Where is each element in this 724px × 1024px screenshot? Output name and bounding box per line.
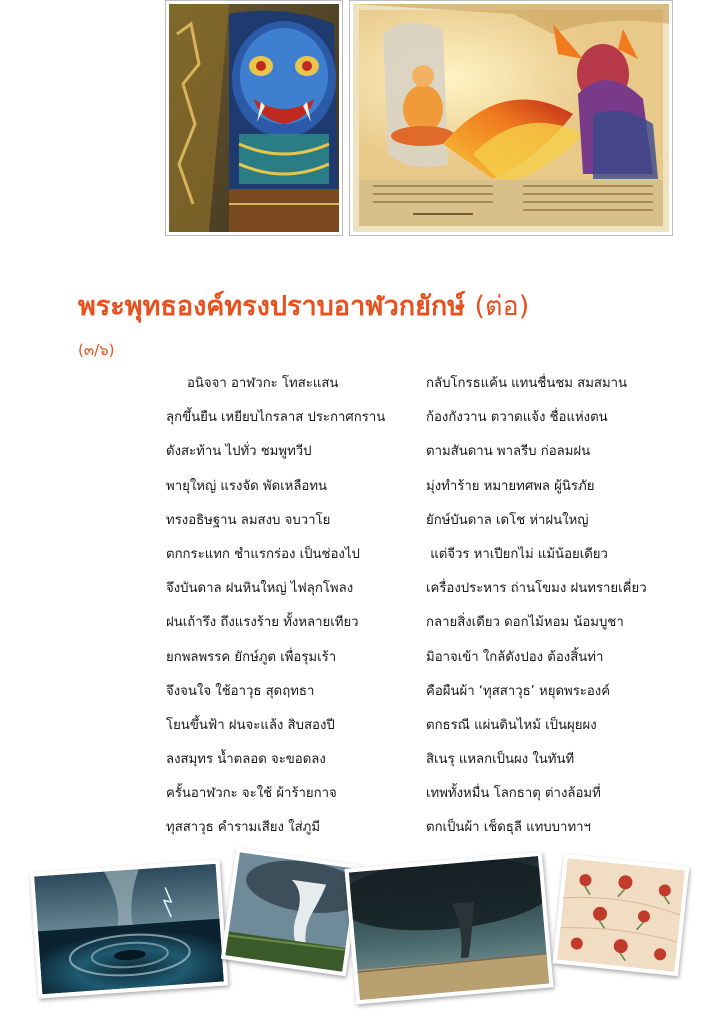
dark-storm-tornado-image	[349, 856, 549, 1000]
poem-row	[0, 543, 724, 577]
poem-row	[0, 440, 724, 474]
poem-row	[0, 646, 724, 680]
poem-row	[0, 816, 724, 850]
buddha-painting-photo	[349, 0, 673, 236]
poem-line-right: ตกธรณี แผ่นดินไหม้ เป็นผุยผง	[426, 717, 597, 733]
poem-line-left: โยนขึ้นฟ้า ฝนจะแล้ง สิบสองปี	[166, 717, 335, 733]
poem-line-left: จึงจนใจ ใช้อาวุธ สุดฤทธา	[166, 683, 315, 699]
poem-line-right: ตกเป็นผ้า เช็ดธุลี แทบบาทาฯ	[426, 820, 591, 836]
poem-line-right: ก้องกังวาน ตวาดแจ้ง ชื่อแห่งตน	[426, 410, 608, 426]
poem-row	[0, 680, 724, 714]
poem-line-right: แต่จีวร หาเปียกไม่ แม้น้อยเดียว	[426, 546, 608, 562]
buddha-painting-image	[353, 4, 669, 232]
poem-line-right: คือผืนผ้า ‘ทุสสาวุธ’ หยุดพระองค์	[426, 683, 611, 699]
title-main: พระพุทธองค์ทรงปราบอาฬวกยักษ์	[78, 291, 466, 322]
poem-row	[0, 782, 724, 816]
poem-line-left: ทรงอธิษฐาน ลมสงบ จบวาโย	[166, 512, 331, 528]
poem-line-left: ฝนเถ้ารึง ถึงแรงร้าย ทั้งหลายเทียว	[166, 615, 359, 631]
whirlpool-storm-image	[34, 864, 224, 994]
tornado-field-photo	[221, 848, 361, 976]
poem-row	[0, 714, 724, 748]
poem-line-left: ครั้นอาฬวกะ จะใช้ ผ้าร้ายกาจ	[166, 786, 337, 802]
whirlpool-storm-photo	[30, 860, 228, 999]
title-suffix: (ต่อ)	[474, 291, 530, 322]
poem-line-right: มุ่งทำร้าย หมายทศพล ผู้นิรภัย	[426, 478, 595, 494]
poem-line-right: มิอาจเข้า ใกล้ดังปอง ต้องสิ้นท่า	[426, 649, 604, 665]
poem-line-left: ลงสมุทร น้ำตลอด จะขอดลง	[166, 752, 326, 768]
poem-line-right: กลับโกรธแค้น แทนชื่นชม สมสมาน	[426, 376, 628, 391]
poem-row	[0, 748, 724, 782]
poem-line-left: พายุใหญ่ แรงจัด พัดเหลือทน	[166, 478, 328, 494]
poem-line-left: อนิจจา อาฬวกะ โทสะแสน	[166, 376, 339, 391]
tornado-field-image	[225, 852, 356, 971]
poem-line-right: ยักษ์บันดาล เดโช ห่าฝนใหญ่	[426, 512, 589, 528]
poem-line-left: ดังสะท้าน ไปทั่ว ชมพูทวีป	[166, 444, 312, 460]
poem	[0, 372, 724, 851]
poem-line-left: ลุกขึ้นยืน เหยียบไกรลาส ประกาศกราน	[166, 410, 386, 426]
poem-row	[0, 406, 724, 440]
poem-row	[0, 509, 724, 543]
poem-line-right: เครื่องประหาร ถ่านโขมง ฝนทรายเคี่ยว	[426, 581, 647, 597]
poem-line-left: ทุสสาวุธ คำรามเสียง ใส่ภูมี	[166, 820, 321, 836]
poem-line-left: ยกพลพรรค ยักษ์ภูต เพื่อรุมเร้า	[166, 649, 337, 665]
page-subtitle: (๓/๖)	[78, 341, 115, 359]
poem-row	[0, 577, 724, 611]
poem-row	[0, 372, 724, 406]
yaksha-mural-image	[169, 4, 339, 232]
floral-fabric-image	[557, 858, 685, 972]
poem-row	[0, 611, 724, 645]
poem-row	[0, 475, 724, 509]
floral-fabric-photo	[553, 854, 690, 977]
poem-line-left: จึงบันดาล ฝนหินใหญ่ ไฟลุกโพลง	[166, 581, 354, 597]
poem-line-right: สิเนรุ แหลกเป็นผง ในทันที	[426, 752, 575, 768]
poem-line-right: ตามสันดาน พาลรีบ ก่อลมฝน	[426, 444, 591, 460]
poem-line-right: กลายสิ่งเดียว ดอกไม้หอม น้อมบูชา	[426, 615, 624, 631]
yaksha-mural-photo	[165, 0, 343, 236]
poem-line-left: ตกกระแทก ชำแรกร่อง เป็นช่องไป	[166, 546, 360, 562]
dark-storm-tornado-photo	[344, 852, 553, 1005]
page-title	[78, 284, 529, 327]
poem-line-right: เทพทั้งหมื่น โลกธาตุ ต่างล้อมที่	[426, 786, 601, 802]
